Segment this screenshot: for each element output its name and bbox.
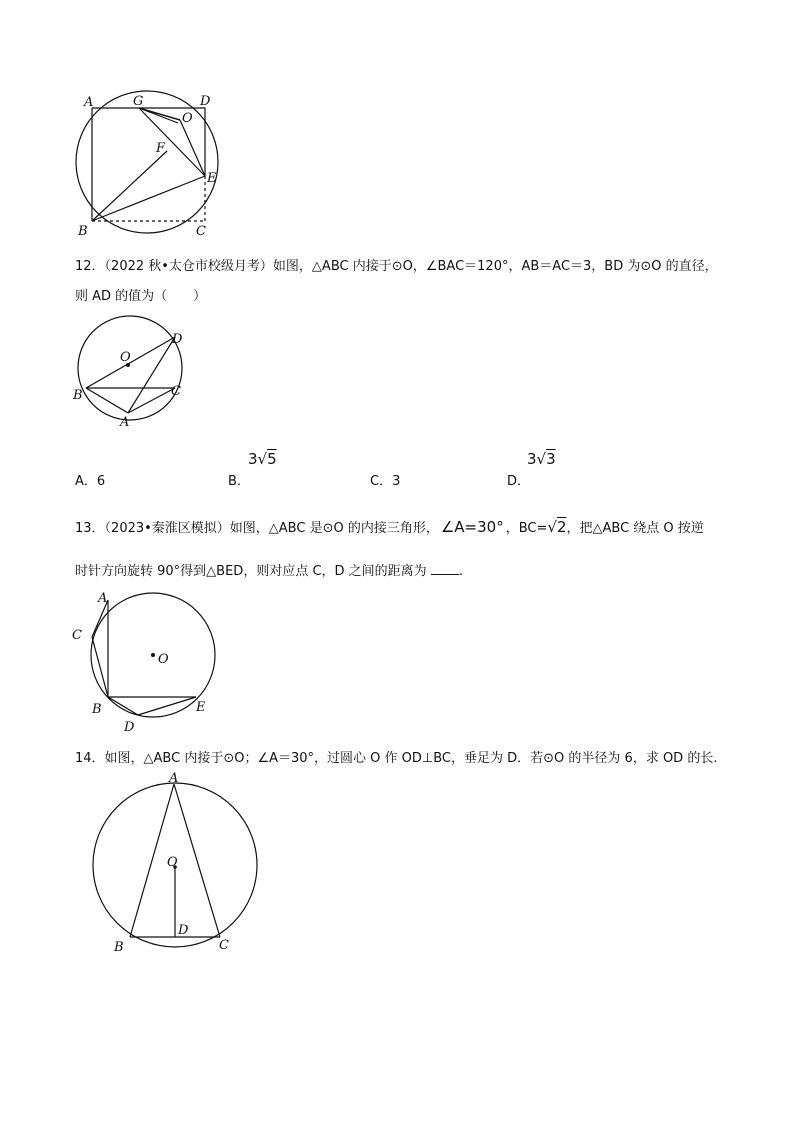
q12-label-c: C — [171, 384, 181, 399]
q12-text-line1: 12．（2022 秋•太仓市校级月考）如图，△ABC 内接于⊙O，∠BAC＝120°，AB＝AC＝3，BD 为⊙O 的直径， — [75, 259, 718, 274]
q12-label-d: D — [172, 332, 183, 347]
label-d: D — [200, 94, 211, 109]
q12-option-a[interactable]: A．6 — [75, 474, 106, 489]
figure-q13 — [68, 585, 228, 740]
q13-label-o: O — [158, 652, 169, 667]
q12-label-a: A — [120, 415, 130, 430]
figure-q12 — [68, 313, 193, 433]
q12-text-line2: 则 AD 的值为（ ） — [75, 289, 207, 304]
figure-q11 — [60, 88, 230, 248]
q13-label-b: B — [92, 702, 102, 717]
q14-label-d: D — [178, 923, 189, 938]
q13-label-d: D — [124, 720, 135, 735]
q13-label-e: E — [196, 700, 206, 715]
label-b: B — [78, 224, 88, 239]
label-a: A — [84, 95, 94, 110]
q13-text-line2: 时针方向旋转 90°得到△BED，则对应点 C，D 之间的距离为 . — [75, 564, 463, 579]
q14-label-o: O — [167, 855, 178, 870]
label-f: F — [156, 141, 166, 156]
label-o: O — [182, 111, 193, 126]
answer-blank[interactable] — [431, 562, 459, 575]
label-e: E — [207, 171, 217, 186]
q13-label-a: A — [98, 591, 108, 606]
q13-label-c: C — [72, 628, 82, 643]
q14-text: 14．如图，△ABC 内接于⊙O；∠A＝30°，过圆心 O 作 OD⊥BC，垂足为 D．若⊙O 的半径为 6，求 OD 的长. — [75, 751, 718, 766]
label-g: G — [133, 94, 144, 109]
q12-label-o: O — [120, 350, 131, 365]
q12-label-b: B — [73, 388, 83, 403]
figure-q14 — [80, 770, 265, 955]
label-c: C — [196, 224, 206, 239]
q14-label-a: A — [169, 771, 179, 786]
q13-text-line1: 13．（2023•秦淮区模拟）如图，△ABC 是⊙O 的内接三角形， ∠A=30° ，BC=√2，把△ABC 绕点 O 按逆 — [75, 518, 704, 536]
q12-option-c[interactable]: C．3 — [370, 474, 401, 489]
q14-label-b: B — [114, 940, 124, 955]
q14-label-c: C — [219, 938, 229, 953]
